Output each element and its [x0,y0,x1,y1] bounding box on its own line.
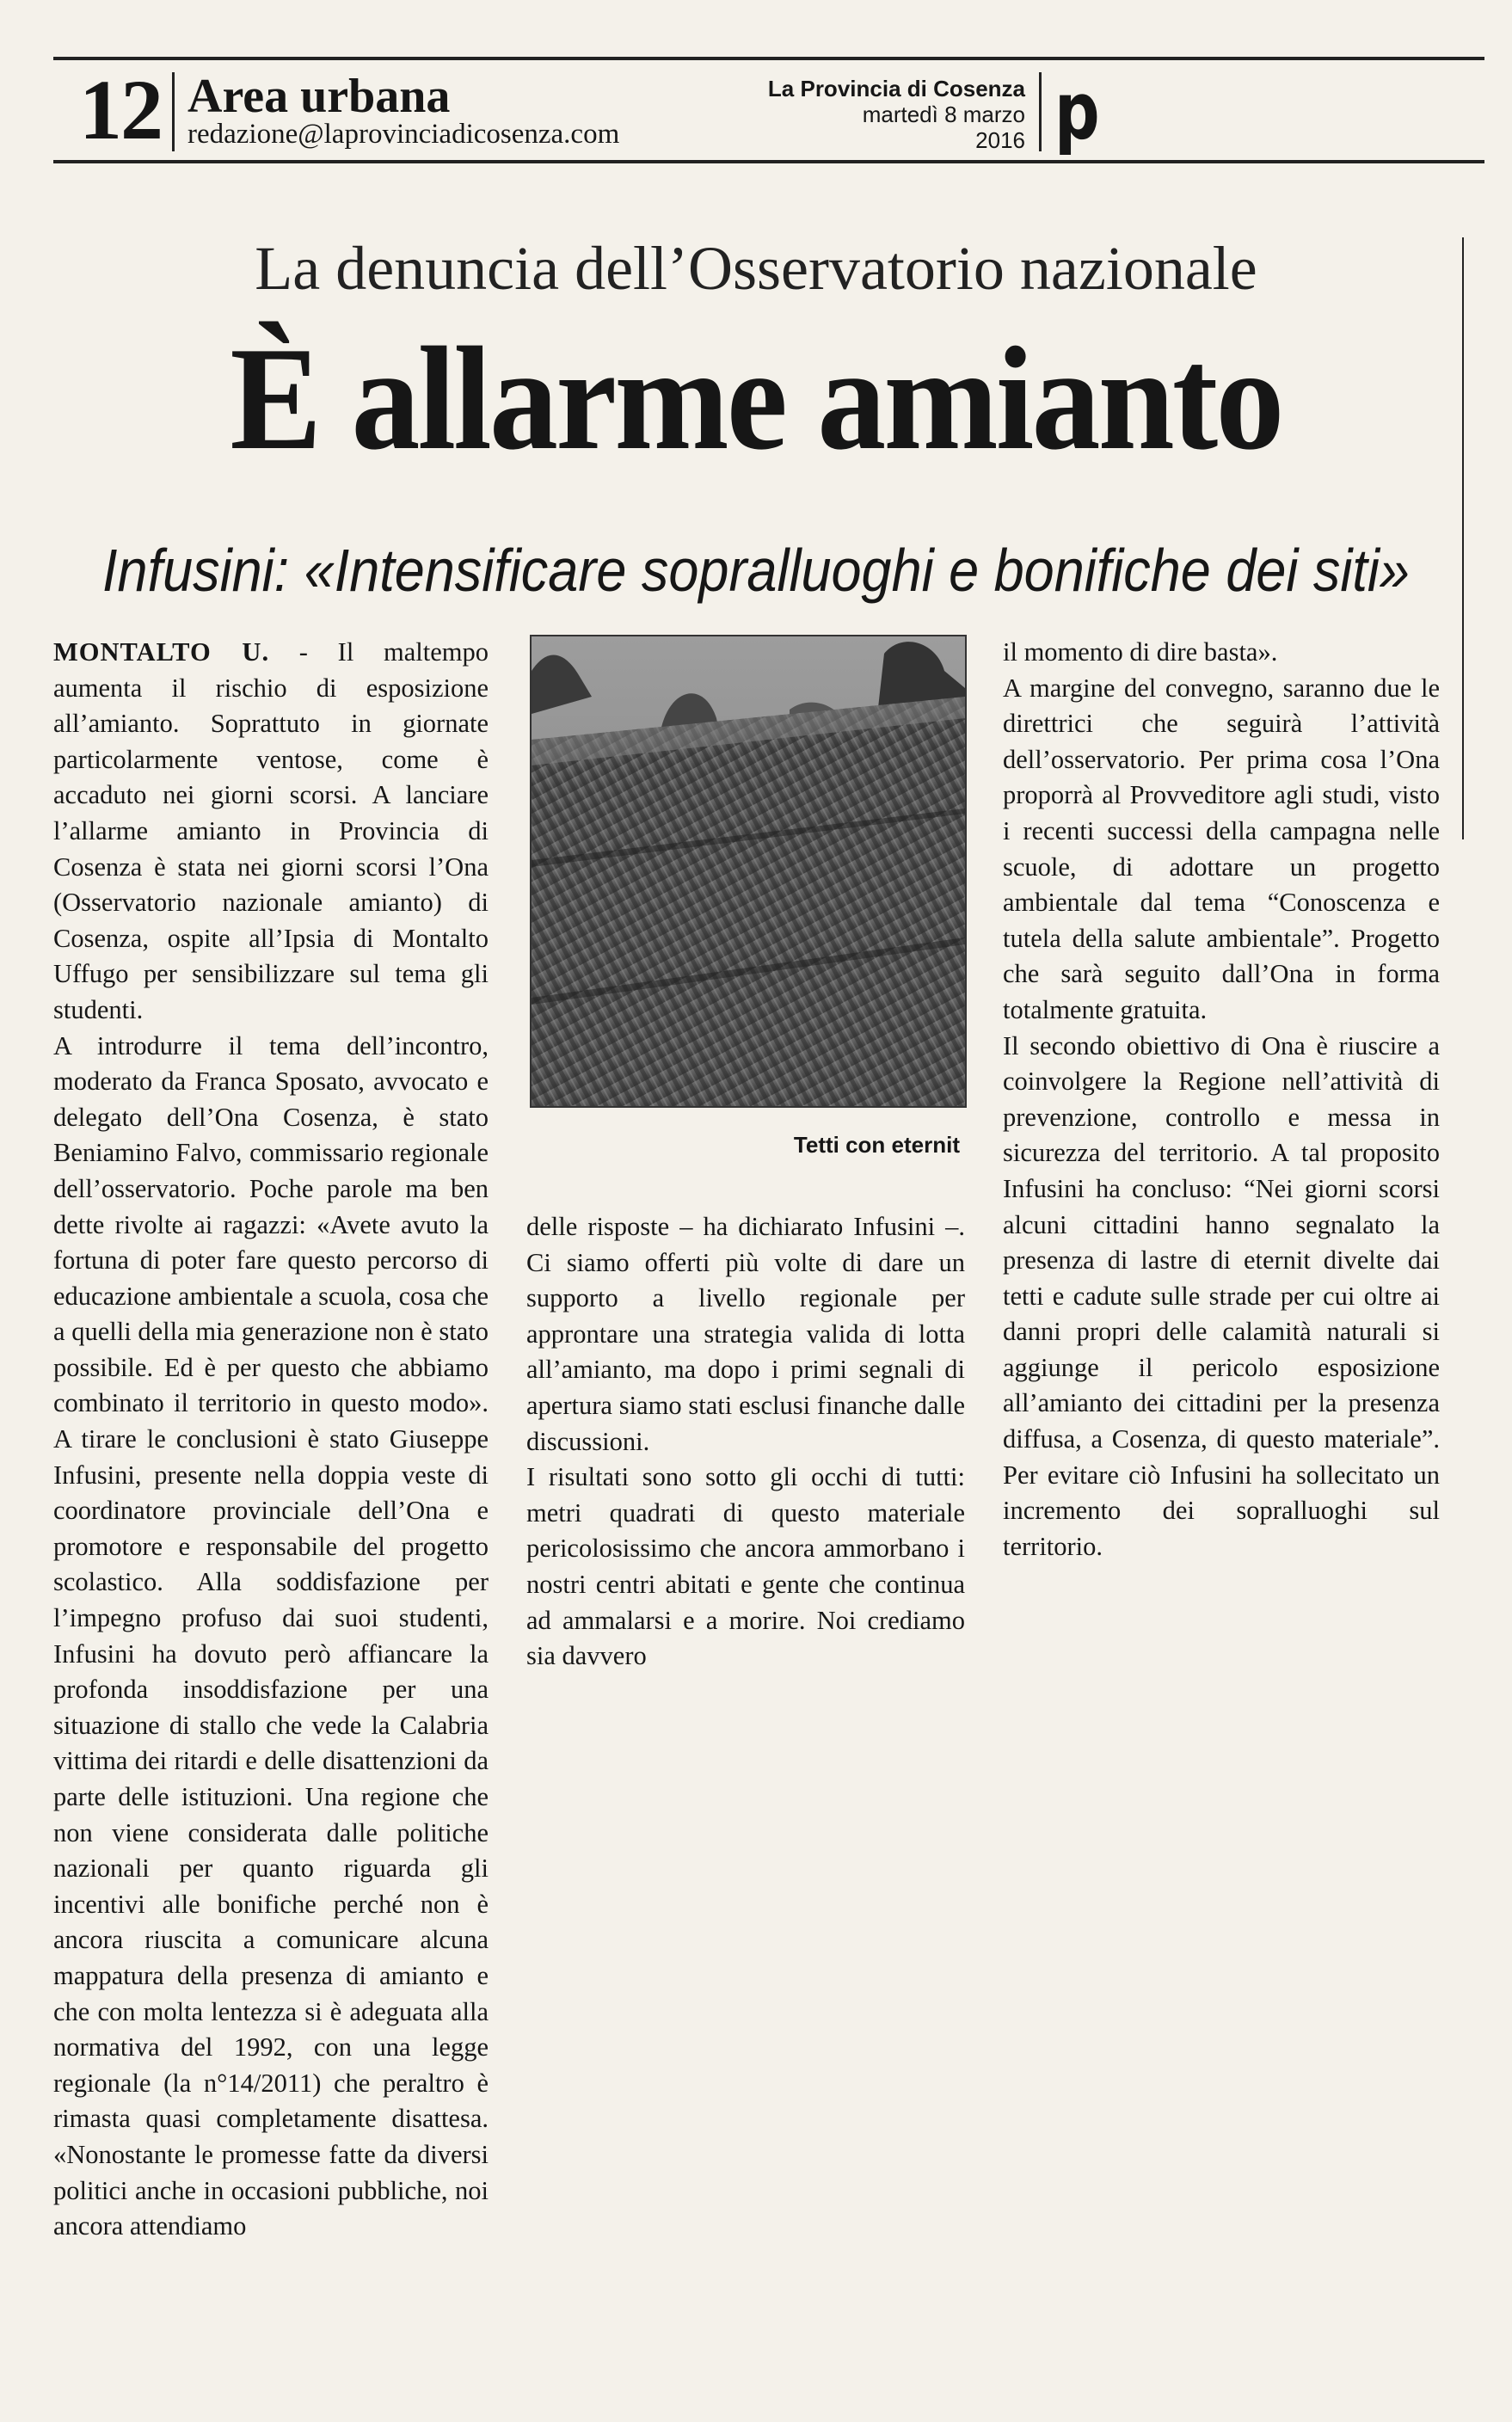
section-title: Area urbana [187,70,451,123]
article-column-3 [1003,635,1440,1684]
article-paragraph: I risultati sono sotto gli occhi di tutti: metri quadrati di questo materiale pericolosissimo che ancora ammorbano i nostri centri abitati e gente che continua ad ammalarsi e a morire. Noi crediamo sia davvero [526,1462,965,1671]
article-photo [530,635,967,1108]
margin-rule [1462,237,1464,839]
header-top-rule [53,57,1484,60]
header-bottom-rule [53,160,1484,163]
article-column-2 [526,1209,965,1691]
article-dateline: MONTALTO U. [53,637,270,667]
article-paragraph: A introdurre il tema dell’incontro, moderato da Franca Sposato, avvocato e delegato dell’Ona Cosenza, è stato Beniamino Falvo, commissario regionale dell’osservatorio. Poche parole ma ben dette rivolte ai ragazzi: «Avete avuto la fortuna di poter fare questo percorso di educazione ambientale a scuola, cosa che a quelli della mia generazione non è stato possibile. Ed è per questo che abbiamo combinato il territorio in questo modo». A tirare le conclusioni è stato Giuseppe Infusini, presente nella doppia veste di coordinatore provinciale dell’Ona e promotore e responsabile del progetto scolastico. Alla soddisfazione per l’impegno profuso dai suoi studenti, Infusini ha dovuto però affiancare la profonda insoddisfazione per una situazione di stallo che vede la Calabria vittima dei ritardi e delle disattenzioni da parte delle istituzioni. Una regione che non viene considerata dalle politiche nazionali per quanto riguarda gli incentivi alle bonifiche perché non è ancora riuscita a comunicare alcuna mappatura della presenza di amianto e che con molta lentezza si è adeguata alla normativa del 1992, con una legge regionale (la n°14/2011) che peraltro è rimasta quasi completamente disattesa. «Nonostante le promesse fatte da diversi politici anche in occasioni pubbliche, noi ancora attendiamo [53,1030,489,2241]
eternit-roof-image [532,636,965,1106]
article-paragraph: Il secondo obiettivo di Ona è riuscire a coinvolgere la Regione nell’attività di prevenzione, controllo e messa in sicurezza del territorio. A tal proposito Infusini ha concluso: “Nei giorni scorsi alcuni cittadini hanno segnalato la presenza di lastre di eternit divelte dai tetti e cadute sulle strade per cui oltre ai danni propri delle calamità naturali si aggiunge il pericolo esposizione all’amianto dei cittadini per la presenza diffusa, a Cosenza, di questo materiale”. Per evitare ciò Infusini ha sollecitato un incremento dei sopralluoghi sul territorio. [1003,1030,1440,1561]
article-paragraph [53,635,489,1029]
masthead [768,76,1025,153]
issue-date: martedì 8 marzo [862,101,1025,127]
photo-caption: Tetti con eternit [793,1132,960,1158]
article-paragraph: il momento di dire basta». [1003,637,1278,667]
section-email: redazione@laprovinciadicosenza.com [187,119,620,150]
page-number: 12 [79,62,162,157]
issue-year: 2016 [975,127,1025,153]
article-headline: È allarme amianto [230,317,1282,481]
header-divider-right [1039,72,1042,151]
article-paragraph: delle risposte – ha dichiarato Infusini –. Ci siamo offerti più volte di dare un supporto a livello regionale per approntare una strategia valida di lotta all’amianto, ma dopo i primi segnali di apertura siamo stati esclusi finanche dalle discussioni. [526,1212,965,1456]
article-text: - Il maltempo aumenta il rischio di esposizione all’amianto. Soprattuto in giornate particolarmente ventose, come è accaduto nei giorni scorsi. A lanciare l’allarme amianto in Provincia di Cosenza è stata nei giorni scorsi l’Ona (Osservatorio nazionale amianto) di Cosenza, ospite all’Ipsia di Montalto Uffugo per sensibilizzare sul tema gli studenti. [53,637,489,1024]
newspaper-logo: p [1054,65,1100,157]
newspaper-name: La Provincia di Cosenza [767,76,1025,101]
article-subheadline: Infusini: «Intensificare sopralluoghi e bonifiche dei siti» [102,537,1410,604]
article-paragraph: A margine del convegno, saranno due le direttrici che seguirà l’attività dell’osservatorio. Per prima cosa l’Ona proporrà al Provveditore agli studi, visto i recenti successi della campagna nelle scuole, di adottare un progetto ambientale dal tema “Conoscenza e tutela della salute ambientale”. Progetto che sarà seguito dall’Ona in forma totalmente gratuita. [1003,673,1440,1024]
article-column-1 [53,635,489,2398]
article-kicker: La denuncia dell’Osservatorio nazionale [255,234,1257,303]
header-divider-left [172,72,175,151]
